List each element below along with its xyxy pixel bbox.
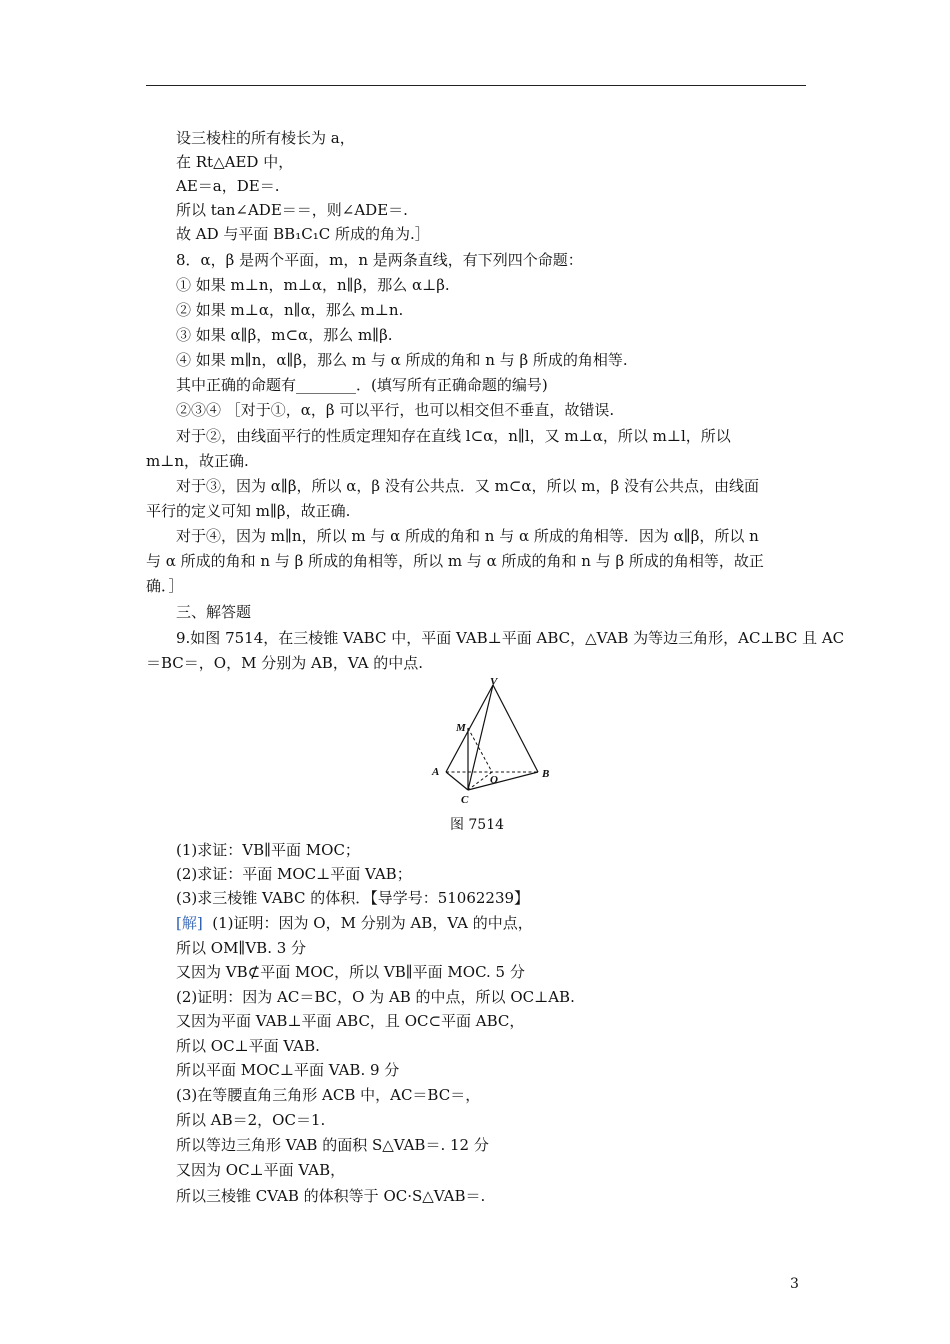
question-8: 8．α，β 是两个平面，m，n 是两条直线，有下列四个命题： (176, 251, 583, 269)
edge-ac (446, 772, 468, 790)
text-line: ＝BC＝，O，M 分别为 AB，VA 的中点. (146, 654, 424, 672)
answer-8: ②③④ ［对于①，α，β 可以平行，也可以相交但不垂直，故错误. (176, 401, 615, 419)
text-line: 对于③，因为 α∥β，所以 α，β 没有公共点．又 m⊂α，所以 m，β 没有公共点，由线面 (176, 477, 759, 495)
solution-first-line (176, 913, 808, 933)
text-line: 与 α 所成的角和 n 与 β 所成的角相等，所以 m 与 α 所成的角和 n 与 β 所成的角相等，故正 (146, 552, 764, 570)
text-line: 设三棱柱的所有棱长为 a， (176, 129, 355, 147)
text-line: (2)证明：因为 AC＝BC，O 为 AB 的中点，所以 OC⊥AB. (176, 988, 575, 1006)
tetrahedron-figure (426, 676, 560, 806)
proposition-4: ④ 如果 m∥n，α∥β，那么 m 与 α 所成的角和 n 与 β 所成的角相等. (176, 351, 628, 369)
segment-mo (468, 728, 492, 772)
label-o: O (490, 774, 498, 786)
solution-text: (1)证明：因为 O，M 分别为 AB，VA 的中点， (212, 914, 533, 932)
text-line: 又因为 OC⊥平面 VAB， (176, 1161, 346, 1179)
text-line: 所以等边三角形 VAB 的面积 S△VAB＝. 12 分 (176, 1136, 489, 1154)
text-line: m⊥n，故正确. (146, 452, 249, 470)
text-line: 又因为 VB⊄平面 MOC，所以 VB∥平面 MOC. 5 分 (176, 963, 525, 981)
section-heading: 三、解答题 (176, 603, 252, 621)
header-rule (146, 85, 806, 86)
text-line: 所以平面 MOC⊥平面 VAB. 9 分 (176, 1061, 400, 1079)
proposition-1: ① 如果 m⊥n，m⊥α，n∥β，那么 α⊥β. (176, 276, 450, 294)
subquestion-3: (3)求三棱锥 VABC 的体积．【导学号：51062239】 (176, 889, 530, 907)
label-b: B (542, 768, 550, 780)
edge-va (446, 685, 493, 772)
text-line: 在 Rt△AED 中， (176, 153, 294, 171)
text-line: 所以 tan∠ADE＝＝，则∠ADE＝. (176, 201, 408, 219)
label-m: M (456, 722, 466, 734)
text-line: 对于②，由线面平行的性质定理知存在直线 l⊂α，n∥l，又 m⊥α，所以 m⊥l，所以 (176, 427, 731, 445)
question-8-prompt: 其中正确的命题有________．(填写所有正确命题的编号) (176, 376, 548, 394)
text-line: 又因为平面 VAB⊥平面 ABC，且 OC⊂平面 ABC， (176, 1012, 525, 1030)
edge-vb (493, 685, 538, 772)
text-line: 所以 OC⊥平面 VAB. (176, 1037, 320, 1055)
solution-tag: [解] (176, 914, 203, 932)
text-line: 平行的定义可知 m∥β，故正确. (146, 502, 351, 520)
text-line: 所以三棱锥 CVAB 的体积等于 OC·S△VAB＝. (176, 1187, 486, 1205)
text-line: 对于④，因为 m∥n，所以 m 与 α 所成的角和 n 与 α 所成的角相等．因为 α∥β，所以 n (176, 527, 759, 545)
text-line: 所以 AB＝2，OC＝1. (176, 1111, 326, 1129)
figure-caption: 图 7514 (449, 817, 505, 833)
label-v: V (490, 676, 498, 688)
text-line: 故 AD 与平面 BB₁C₁C 所成的角为.］ (176, 225, 430, 243)
text-line: AE＝a，DE＝. (176, 177, 280, 195)
proposition-2: ② 如果 m⊥α，n∥α，那么 m⊥n. (176, 301, 404, 319)
proposition-3: ③ 如果 α∥β，m⊂α，那么 m∥β. (176, 326, 393, 344)
text-line: 确．］ (146, 577, 184, 595)
subquestion-1: (1)求证：VB∥平面 MOC； (176, 841, 360, 859)
label-c: C (461, 794, 469, 806)
page-number: 3 (790, 1276, 799, 1292)
text-line: (3)在等腰直角三角形 ACB 中，AC＝BC＝， (176, 1086, 481, 1104)
text-line: 所以 OM∥VB. 3 分 (176, 939, 307, 957)
label-a: A (432, 766, 440, 778)
question-9: 9.如图 7514，在三棱锥 VABC 中，平面 VAB⊥平面 ABC，△VAB 为等边三角形，AC⊥BC 且 AC (176, 629, 845, 647)
subquestion-2: (2)求证：平面 MOC⊥平面 VAB； (176, 865, 412, 883)
edge-cb (468, 772, 538, 790)
